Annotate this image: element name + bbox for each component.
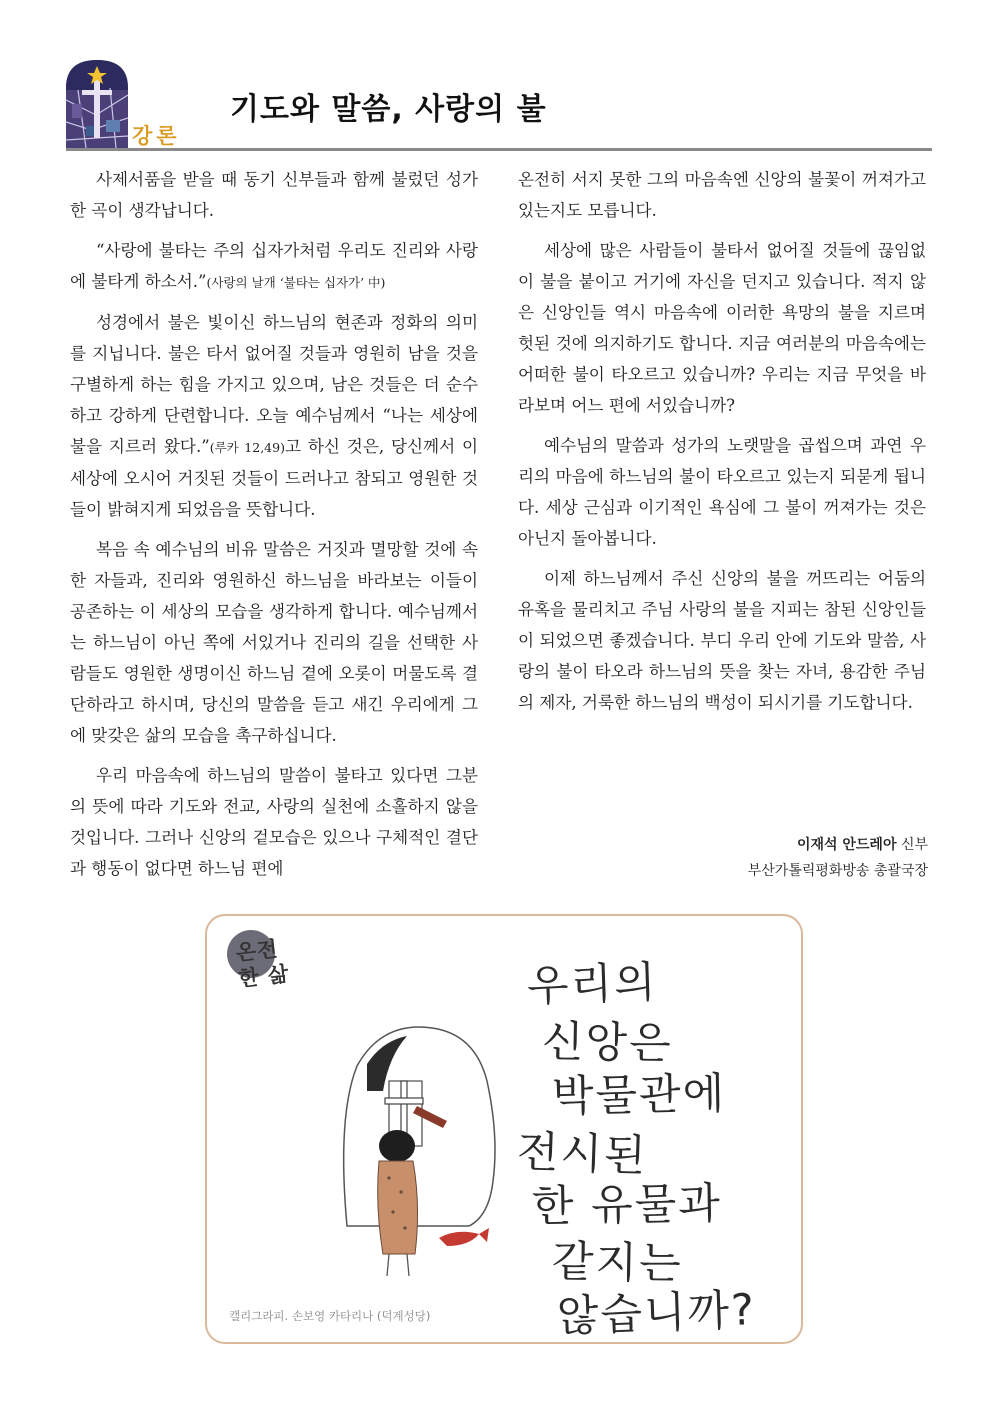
paragraph: 사제서품을 받을 때 동기 신부들과 함께 불렀던 성가 한 곡이 생각납니다. xyxy=(70,170,478,220)
calligraphy-card xyxy=(205,914,803,1344)
image-caption: 캘리그라피. 손보영 카타리나 (덕계성당) xyxy=(229,1309,431,1323)
hymn-source: (사랑의 날개 ‘불타는 십자가’ 中) xyxy=(206,275,386,290)
calligraphy-line: 전시된 xyxy=(516,1127,649,1182)
paragraph-text: 고 하신 것은, 당신께서 이 세상에 오시어 거짓된 것들이 드러나고 참되고 영원한 것들이 밝혀지게 되었음을 뜻합니다. xyxy=(70,437,479,519)
paragraph: 온전히 서지 못한 그의 마음속엔 신앙의 불꽃이 꺼져가고 있는지도 모릅니다. xyxy=(518,170,926,220)
calligraphy-line: 않습니까? xyxy=(556,1285,757,1342)
paragraph xyxy=(70,307,478,525)
calligraphy-line: 우리의 xyxy=(526,957,659,1012)
author-title: 신부 xyxy=(900,837,928,853)
calligraphy-line: 박물관에 xyxy=(551,1068,727,1122)
paragraph: 복음 속 예수님의 비유 말씀은 거짓과 멸망할 것에 속한 자들과, 진리와 영원하신 하느님을 바라보는 이들이 공존하는 이 세상의 모습을 생각하게 합니다. 예수님께서는 하느님이 아닌 쪽에 서있거나 진리의 길을 선택한 사람들도 영원한 생명이신 하느님 곁에 오롯이 머물도록 결단하라고 하시며, 당신의 말씀을 듣고 새긴 우리에게 그에 맞갖은 삶의 모습을 촉구하십니다. xyxy=(70,540,478,745)
scripture-reference: (루카 12,49) xyxy=(209,440,285,455)
calligraphy-line: 신앙은 xyxy=(541,1017,674,1070)
figure-hair xyxy=(379,1130,415,1162)
stamp-line: 한 삶 xyxy=(237,961,291,991)
paragraph: 이제 하느님께서 주신 신앙의 불을 꺼뜨리는 어둠의 유혹을 물리치고 주님 사랑의 불을 지피는 참된 신앙인들이 되었으면 좋겠습니다. 부디 우리 안에 기도와 말씀, 사랑의 불이 타오라 하느님의 뜻을 찾는 자녀, 용감한 주님의 제자, 거룩한 하느님의 백성이 되시기를 기도합니다. xyxy=(518,569,926,712)
paragraph: 세상에 많은 사람들이 불타서 없어질 것들에 끊임없이 불을 붙이고 거기에 자신을 던지고 있습니다. 적지 않은 신앙인들 역시 마음속에 이러한 욕망의 불을 지르며 헛된 것에 의지하기도 합니다. 지금 여러분의 마음속에는 어떠한 불이 타오르고 있습니까? 우리는 지금 무엇을 바라보며 어느 편에 서있습니까? xyxy=(518,241,926,415)
section-label: 강론 xyxy=(132,124,181,148)
stained-glass-cross-icon xyxy=(66,60,128,148)
calligraphy-text xyxy=(497,957,757,1344)
article-column-left xyxy=(70,164,478,893)
figure-robe xyxy=(378,1161,418,1254)
article-header xyxy=(66,58,932,152)
tomb-stone-drawing xyxy=(344,1027,495,1226)
header-divider xyxy=(66,148,932,151)
author-position: 부산가톨릭평화방송 총괄국장 xyxy=(747,863,928,879)
hymn-quote: “사랑에 불타는 주의 십자가처럼 우리도 진리와 사랑에 불타게 하소서.” xyxy=(70,241,478,291)
fish-drawing xyxy=(439,1232,479,1246)
author-line xyxy=(518,832,928,858)
hammer-drawing xyxy=(413,1106,447,1128)
page-title: 기도와 말씀, 사랑의 불 xyxy=(230,92,547,127)
paragraph: 예수님의 말씀과 성가의 노랫말을 곱씹으며 과연 우리의 마음에 하느님의 불이 타오르고 있는지 되묻게 됩니다. 세상 근심과 이기적인 욕심에 그 불이 꺼져가는 것은 아닌지 돌아봅니다. xyxy=(518,436,926,548)
calligraphy-line: 같지는 xyxy=(551,1237,684,1290)
author-name: 이재석 안드레아 xyxy=(796,837,897,853)
paragraph xyxy=(70,235,478,298)
paragraph-text: 성경에서 불은 빛이신 하느님의 현존과 정화의 의미를 지닙니다. 불은 타서 없어질 것들과 영원히 남을 것을 구별하게 하는 힘을 가지고 있으며, 남은 것들은 더 순수하고 강하게 단련합니다. 오늘 예수님께서 “나는 세상에 불을 지르러 왔다.” xyxy=(70,313,478,456)
stamp-line: 온전 xyxy=(234,936,280,966)
paragraph: 우리 마음속에 하느님의 말씀이 불타고 있다면 그분의 뜻에 따라 기도와 전교, 사랑의 실천에 소홀하지 않을 것입니다. 그러나 신앙의 겉모습은 있으나 구체적인 결단과 행동이 없다면 하느님 편에 xyxy=(70,766,478,878)
calligraphy-line: 한 유물과 xyxy=(531,1178,723,1232)
stamp-text xyxy=(234,932,317,992)
article-column-right xyxy=(518,164,926,727)
author-signature xyxy=(518,832,928,884)
